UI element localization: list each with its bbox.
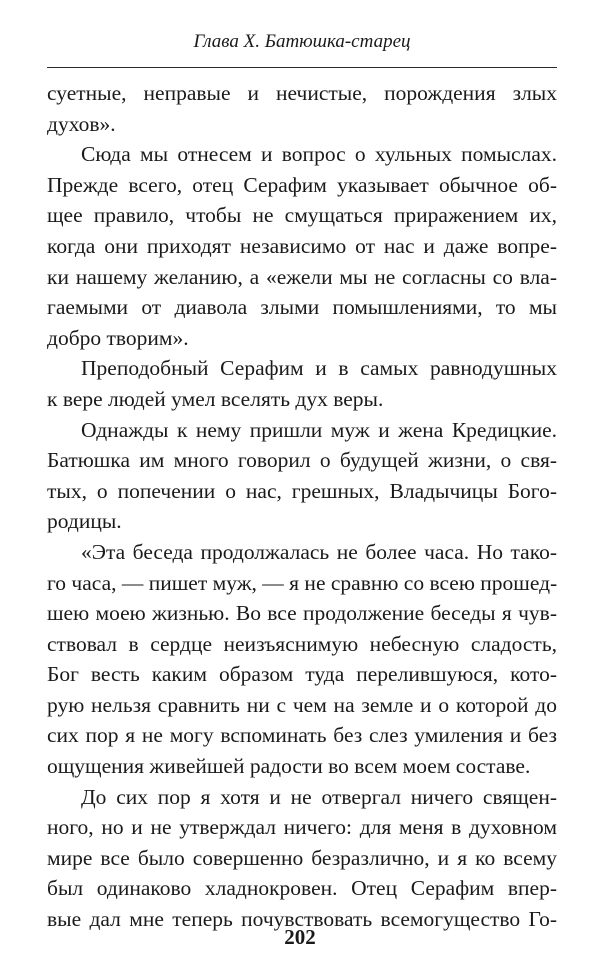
text-line: суетные, неправые и нечистые, порождения злых <box>47 81 557 105</box>
text-line: щее правило, чтобы не смущаться приражением их, <box>47 203 557 228</box>
text-line: мире все было совершенно безразлично, и я ко всему <box>47 845 557 870</box>
text-line: сих пор я не могу вспоминать без слез умиления и без <box>47 723 557 748</box>
text-line: рую нельзя сравнить ни с чем на земле и о которой до <box>47 692 557 717</box>
text-line: До сих пор я хотя и не отвергал ничего священ- <box>81 784 557 809</box>
text-line: Прежде всего, отец Серафим указывает обычное об- <box>47 172 557 197</box>
running-head: Глава X. Батюшка-старец <box>193 31 411 52</box>
body-text <box>47 78 557 935</box>
page-number: 202 <box>284 925 316 949</box>
text-line: шею моею жизнью. Во все продолжение беседы я чув- <box>47 601 557 626</box>
text-line: го часа, — пишет муж, — я не сравню со всею прошед- <box>47 570 558 595</box>
text-line: вые дал мне теперь почувствовать всемогущество Го- <box>47 907 557 932</box>
text-line: Бог весть каким образом туда перелившуюся, кото- <box>47 662 557 687</box>
text-line: родицы. <box>47 509 122 534</box>
text-line: ствовал в сердце неизъяснимую небесную сладость, <box>47 631 557 656</box>
text-line: «Эта беседа продолжалась не более часа. Но тако- <box>81 539 557 564</box>
text-line: ощущения живейшей радости во всем моем составе. <box>47 754 531 779</box>
text-line: Сюда мы отнесем и вопрос о хульных помыслах. <box>81 142 557 167</box>
text-line: к вере людей умел вселять дух веры. <box>47 386 384 411</box>
text-line: духов». <box>47 111 116 136</box>
text-line: Батюшка им много говорил о будущей жизни, о свя- <box>47 448 557 473</box>
text-line: ки нашему желанию, а «ежели мы не согласны со вла- <box>47 264 557 289</box>
header-rule <box>47 67 557 68</box>
text-line: тых, о попечении о нас, грешных, Владычицы Бого- <box>47 478 557 503</box>
text-line: был одинаково хладнокровен. Отец Серафим впер- <box>47 876 557 901</box>
text-line: Преподобный Серафим и в самых равнодушных <box>81 356 557 381</box>
text-line: гаемыми от диавола злыми помышлениями, то мы <box>47 295 557 320</box>
text-line: Однажды к нему пришли муж и жена Кредицкие. <box>81 417 557 442</box>
text-line: когда они приходят независимо от нас и даже вопре- <box>47 233 557 258</box>
text-line: ного, но и не утверждал ничего: для меня в духовном <box>47 815 557 840</box>
text-line: добро творим». <box>47 325 189 350</box>
